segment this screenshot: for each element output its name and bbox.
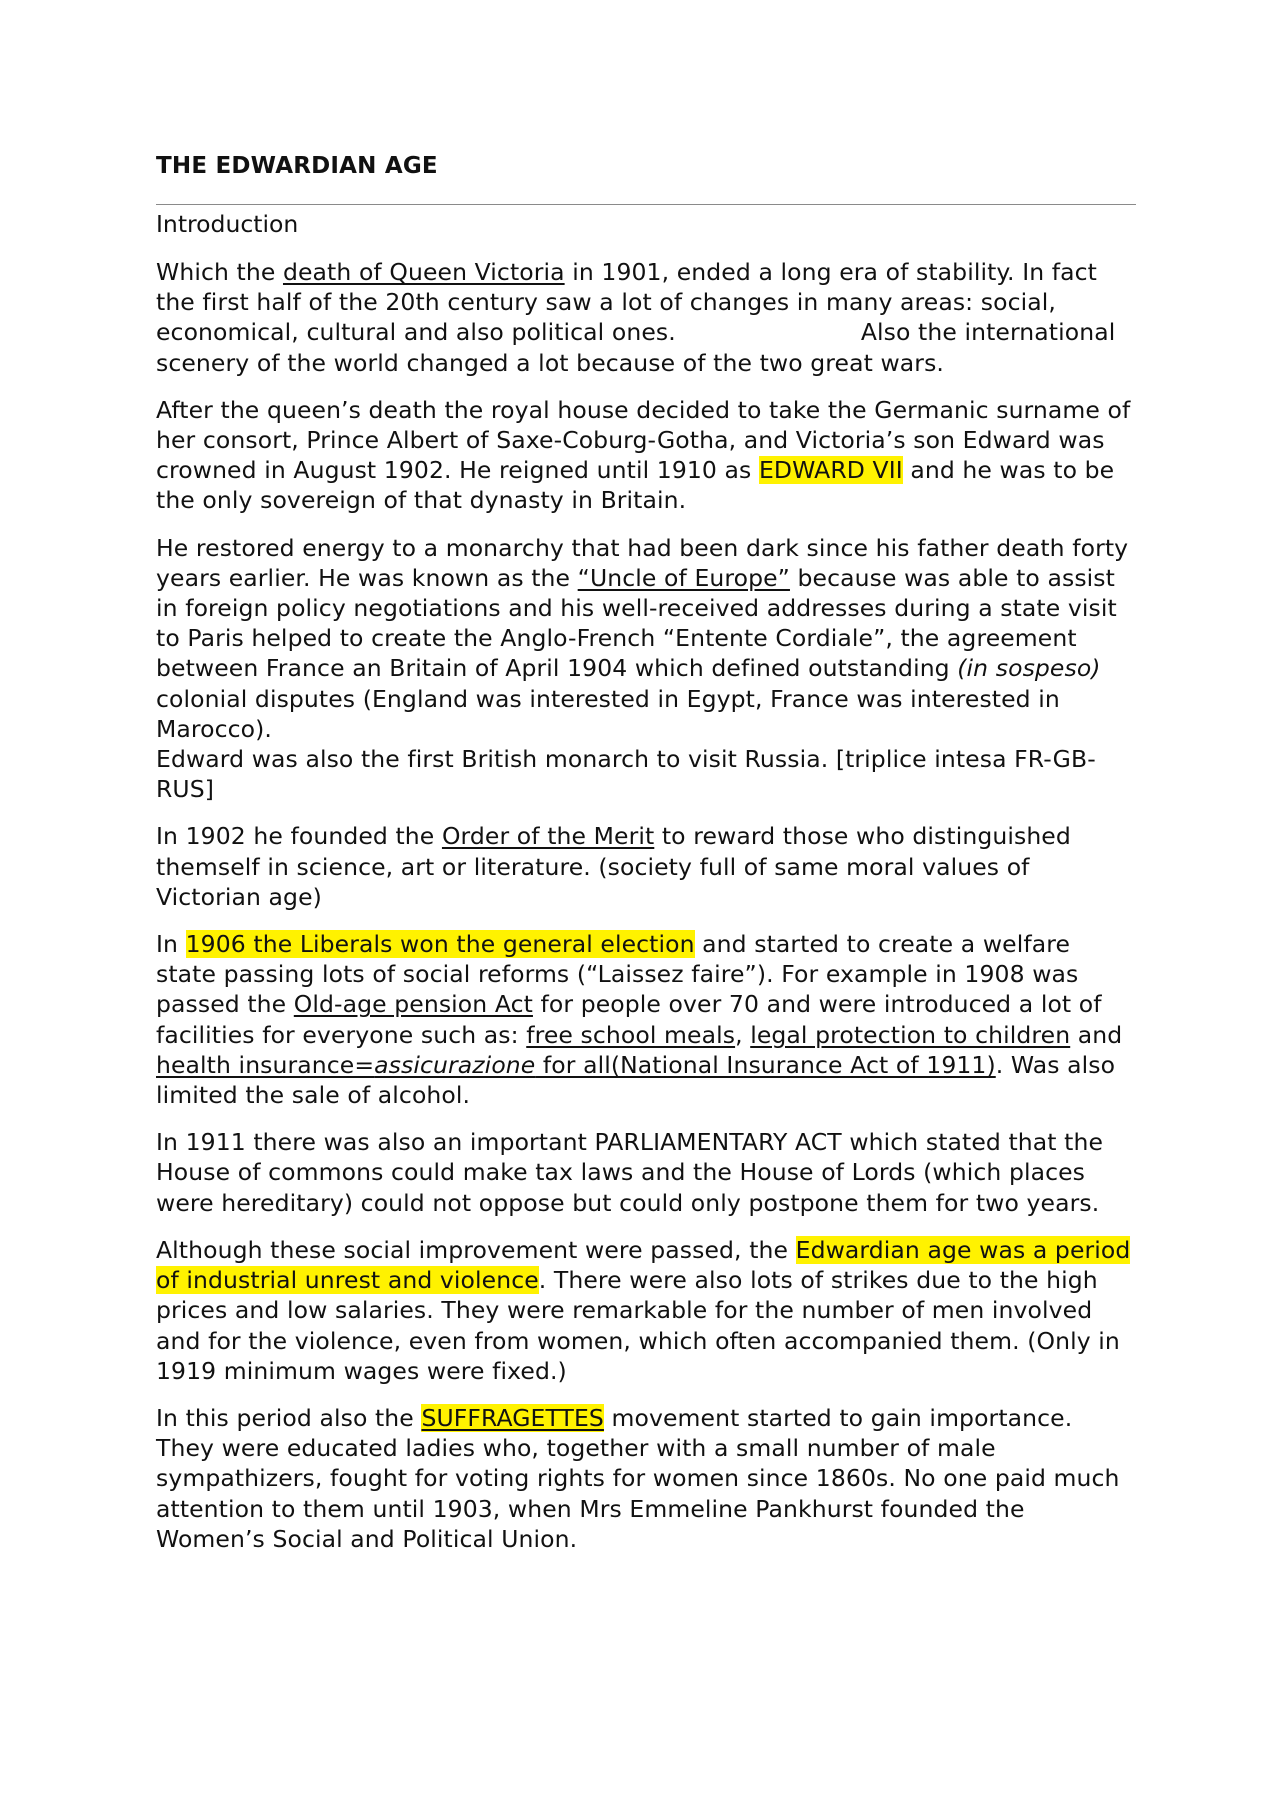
- text-run: . There were also lots of strikes due to the high prices and low salaries. They were remarkable for the number of men involved and for the violence, even from women, which often accompanied them. (Only in 1919 minimum wages were fixed.): [156, 1266, 1120, 1385]
- text-run: ,: [735, 1020, 751, 1049]
- document-page: [156, 150, 1136, 1571]
- text-run: for people over 70 and were introduced a lot of facilities for everyone such as:: [156, 990, 1102, 1049]
- underlined-phrase: Order of the Merit: [441, 822, 655, 851]
- text-run: Edward was also the first British monarch to visit Russia. [triplice intesa FR-GB-RUS]: [156, 745, 1096, 804]
- text-run: in 1901, ended a long era of stability. In fact the first half of the 20th century saw a lot of changes in many areas: social, economical, cultural and also political ones.: [156, 258, 1097, 347]
- paragraph-7: [156, 1235, 1136, 1386]
- text-run: . Was also limited the sale of alcohol.: [156, 1050, 1116, 1110]
- paragraph-5: [156, 929, 1136, 1110]
- highlighted-phrase: EDWARD VII: [758, 456, 903, 485]
- text-run: Also the international scenery of the world changed a lot because of the two great wars.: [156, 318, 1116, 377]
- underlined-phrase: for all(National Insurance Act of 1911): [535, 1050, 996, 1079]
- underlined-phrase: Old-age pension Act: [293, 990, 533, 1019]
- text-run: and started to create a welfare state passing lots of social reforms (“Laissez faire”). For example in 1908 was passed the: [156, 930, 1079, 1019]
- paragraph-4: [156, 821, 1136, 912]
- paragraph-1: [156, 257, 1136, 378]
- underlined-phrase: “Uncle of Europe”: [577, 563, 790, 592]
- text-run: colonial disputes (England was interested in Egypt, France was interested in Marocco).: [156, 684, 1060, 743]
- text-run: In this period also the: [156, 1403, 422, 1432]
- underlined-phrase: health insurance=: [156, 1050, 375, 1079]
- text-run: Which the: [156, 258, 283, 286]
- italic-phrase: (in sospeso): [957, 654, 1101, 683]
- text-run: Although these social improvement were passed, the: [156, 1235, 796, 1264]
- underlined-phrase: death of Queen Victoria: [282, 258, 565, 286]
- text-run: He restored energy to a monarchy that had been dark since his father death forty years earlier. He was known as the: [156, 533, 1129, 592]
- text-run: In 1902 he founded the: [156, 822, 442, 851]
- text-run: movement started to gain importance. They were educated ladies who, together with a small number of male sympathizers, fought for voting rights for women since 1860s. No one paid much attention to them until 1903, when Mrs Emmeline Pankhurst founded the Women’s Social and Political Union.: [156, 1403, 1120, 1553]
- paragraph-2: [156, 395, 1136, 516]
- document-title: THE EDWARDIAN AGE: [156, 153, 438, 179]
- highlighted-phrase: 1906 the Liberals won the general election: [185, 930, 695, 959]
- section-heading-introduction: Introduction: [156, 210, 299, 238]
- text-run: In: [156, 930, 186, 959]
- text-run: In 1911 there was also an important PARLIAMENTARY ACT which stated that the House of commons could make tax laws and the House of Lords (which places were hereditary) could not oppose but could only postpone them for two years.: [156, 1128, 1104, 1217]
- text-run: to reward those who distinguished themself in science, art or literature. (society full of same moral values of Victorian age): [156, 822, 1071, 911]
- highlighted-phrase: Edwardian age was a period of industrial unrest and violence: [156, 1235, 1131, 1295]
- text-run: After the queen’s death the royal house decided to take the Germanic surname of her consort, Prince Albert of Saxe-Coburg-Gotha, and Victoria’s son Edward was crowned in August 1902. He reigned until 1910 as: [156, 395, 1131, 485]
- paragraph-3: [156, 533, 1136, 805]
- underlined-phrase: legal protection to children: [750, 1020, 1071, 1049]
- highlighted-underlined-phrase: SUFFRAGETTES: [421, 1403, 604, 1432]
- title-divider: [156, 204, 1136, 205]
- paragraph-6: [156, 1127, 1136, 1218]
- text-run: and: [1070, 1020, 1123, 1049]
- underlined-italic-phrase: assicurazione: [374, 1050, 536, 1079]
- paragraph-8: [156, 1403, 1136, 1554]
- underlined-phrase: free school meals: [526, 1020, 736, 1049]
- text-run: because was able to assist in foreign policy negotiations and his well-received addresses during a state visit to Paris helped to create the Anglo-French “Entente Cordiale”, the agreement between France an Britain of April 1904 which defined outstanding: [156, 563, 1117, 683]
- text-run: and he was to be the only sovereign of that dynasty in Britain.: [156, 456, 1115, 515]
